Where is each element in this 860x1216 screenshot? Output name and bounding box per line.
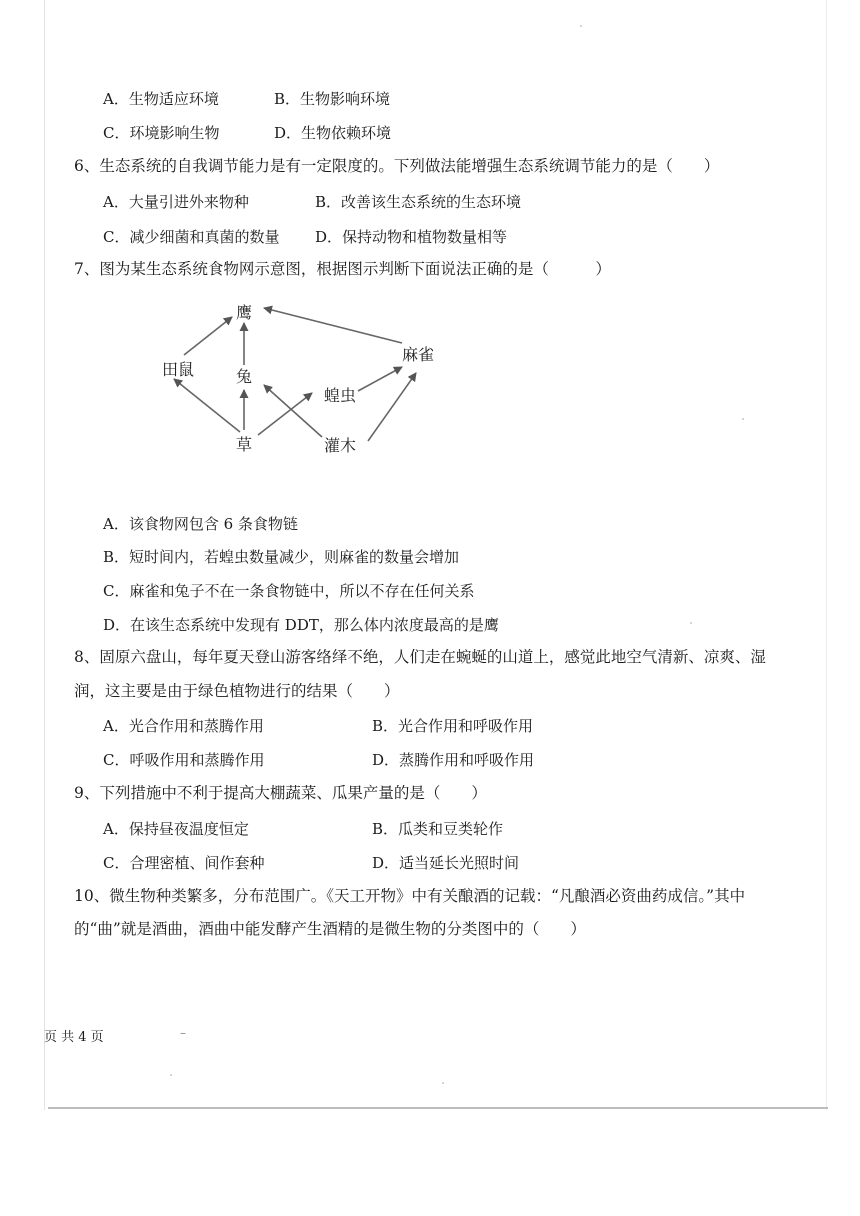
q7-stem: 7、图为某生态系统食物网示意图，根据图示判断下面说法正确的是（ ）: [74, 260, 611, 278]
q8-option-a: A．光合作用和蒸腾作用: [103, 717, 264, 735]
scan-speck: [580, 25, 582, 27]
arrow-grass-locust: [258, 393, 312, 435]
q9-option-c: C．合理密植、间作套种: [103, 854, 265, 872]
food-web-diagram: [140, 285, 460, 475]
q7-option-a: A．该食物网包含 6 条食物链: [103, 515, 298, 533]
arrow-shrub-sparrow: [368, 373, 416, 441]
scan-edge-bottom: [48, 1107, 828, 1109]
q9-option-b: B．瓜类和豆类轮作: [372, 820, 504, 838]
footer-dash: –: [180, 1026, 186, 1040]
arrow-grass-vole: [174, 379, 240, 432]
scan-edge-right: [826, 0, 827, 1110]
q5-option-c: C．环境影响生物: [103, 124, 220, 142]
q8-option-c: C．呼吸作用和蒸腾作用: [103, 751, 265, 769]
q6-option-b: B．改善该生态系统的生态环境: [315, 193, 522, 211]
node-rabbit: 兔: [235, 367, 253, 386]
q7-option-b: B．短时间内，若蝗虫数量减少，则麻雀的数量会增加: [103, 548, 460, 566]
scan-speck: [170, 1074, 172, 1076]
q8-option-b: B．光合作用和呼吸作用: [372, 717, 534, 735]
q6-option-d: D．保持动物和植物数量相等: [315, 228, 508, 246]
q5-option-b: B．生物影响环境: [274, 90, 391, 108]
node-sparrow: 麻雀: [401, 345, 435, 364]
arrow-sparrow-hawk: [264, 308, 402, 343]
q5-option-a: A．生物适应环境: [103, 90, 219, 108]
node-hawk: 鹰: [235, 303, 253, 322]
q8-option-d: D．蒸腾作用和呼吸作用: [372, 751, 535, 769]
scan-edge-left: [44, 0, 45, 1110]
q8-stem-line1: 8、固原六盘山，每年夏天登山游客络绎不绝，人们走在蜿蜒的山道上，感觉此地空气清新、凉爽、湿: [74, 648, 766, 666]
q9-option-d: D．适当延长光照时间: [372, 854, 520, 872]
node-grass: 草: [235, 435, 253, 454]
food-web-arrows: [174, 308, 416, 441]
scan-speck: [442, 1082, 444, 1084]
q7-option-d: D．在该生态系统中发现有 DDT，那么体内浓度最高的是鹰: [103, 616, 499, 634]
arrow-shrub-rabbit: [264, 385, 322, 437]
q6-stem: 6、生态系统的自我调节能力是有一定限度的。下列做法能增强生态系统调节能力的是（ ）: [74, 157, 720, 175]
arrow-locust-sparrow: [358, 367, 402, 391]
node-vole: 田鼠: [161, 360, 195, 379]
scan-speck: [742, 418, 744, 420]
q6-option-a: A．大量引进外来物种: [103, 193, 249, 211]
q5-option-d: D．生物依赖环境: [274, 124, 392, 142]
q10-stem-line2: 的“曲”就是酒曲，酒曲中能发酵产生酒精的是微生物的分类图中的（ ）: [74, 920, 586, 938]
page-footer: 页 共 4 页: [44, 1030, 104, 1045]
q7-option-c: C．麻雀和兔子不在一条食物链中，所以不存在任何关系: [103, 582, 475, 600]
q6-option-c: C．减少细菌和真菌的数量: [103, 228, 280, 246]
q9-stem: 9、下列措施中不利于提高大棚蔬菜、瓜果产量的是（ ）: [74, 784, 487, 802]
arrow-vole-hawk: [184, 317, 232, 355]
q10-stem-line1: 10、微生物种类繁多，分布范围广。《天工开物》中有关酿酒的记载：“凡酿酒必资曲药成信。”其中: [74, 887, 746, 905]
node-locust: 蝗虫: [323, 386, 357, 405]
q9-option-a: A．保持昼夜温度恒定: [103, 820, 249, 838]
node-shrub: 灌木: [323, 436, 357, 455]
q8-stem-line2: 润，这主要是由于绿色植物进行的结果（ ）: [74, 682, 400, 700]
scan-speck: [690, 622, 692, 624]
